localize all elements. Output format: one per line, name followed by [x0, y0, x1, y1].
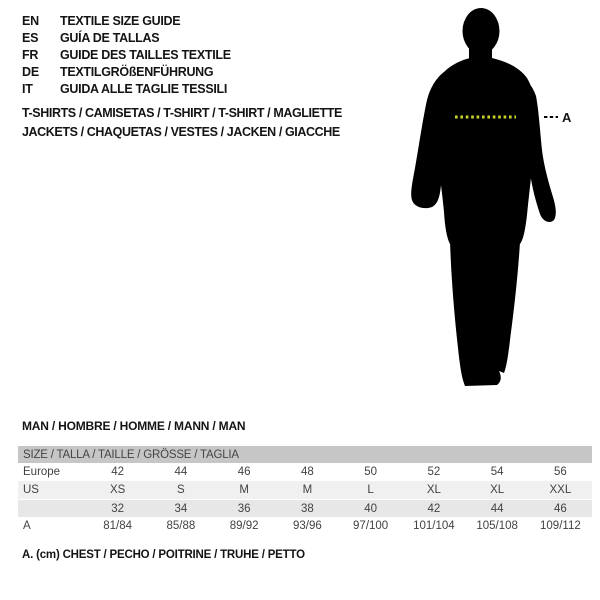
size-cell: 52 — [427, 466, 441, 478]
size-cell: 109/112 — [540, 520, 581, 532]
size-cell: 34 — [174, 502, 188, 515]
language-label: GUÍA DE TALLAS — [60, 30, 160, 45]
size-cell: 40 — [364, 502, 378, 515]
language-row-es — [22, 29, 231, 46]
size-cell: S — [177, 484, 185, 496]
size-cell: XXL — [549, 484, 572, 496]
chest-measure-footnote: A. (cm) CHEST / PECHO / POITRINE / TRUHE / PETTO — [22, 549, 305, 561]
size-cell: M — [302, 484, 313, 496]
language-code: IT — [22, 81, 33, 96]
language-list — [22, 12, 231, 97]
size-table-header — [18, 446, 592, 463]
size-cell: 56 — [553, 466, 567, 478]
size-cell: XL — [490, 484, 505, 496]
size-cell: 89/92 — [229, 520, 259, 532]
row-label-us: US — [23, 484, 39, 496]
size-cell: 42 — [427, 502, 441, 515]
size-cell: L — [367, 484, 374, 496]
language-label: GUIDA ALLE TAGLIE TESSILI — [60, 81, 228, 96]
row-label-a: A — [23, 520, 31, 532]
garment-categories — [22, 104, 342, 142]
size-cell: 97/100 — [353, 520, 389, 532]
size-cell: 93/96 — [292, 520, 322, 532]
language-label: TEXTILGRÖßENFÜHRUNG — [60, 64, 214, 79]
size-table — [18, 446, 592, 535]
row-label-europe: Europe — [23, 466, 61, 478]
size-cell: 54 — [490, 466, 504, 478]
size-cell: 101/104 — [413, 520, 455, 532]
size-cell: XL — [426, 484, 441, 496]
size-cell: 85/88 — [166, 520, 196, 532]
size-cell: 36 — [237, 502, 251, 515]
size-row-europe — [18, 463, 592, 481]
category-tshirts: T-SHIRTS / CAMISETAS / T-SHIRT / T-SHIRT / MAGLIETTE — [22, 106, 342, 120]
man-silhouette-figure — [398, 2, 583, 394]
language-row-it — [22, 80, 231, 97]
size-cell: 44 — [174, 466, 188, 478]
category-jackets: JACKETS / CHAQUETAS / VESTES / JACKEN / GIACCHE — [22, 125, 340, 139]
size-cell: 42 — [111, 466, 125, 478]
size-cell: M — [239, 484, 249, 496]
size-cell: XS — [109, 484, 126, 496]
size-row-us — [18, 481, 592, 499]
size-cell: 46 — [553, 502, 567, 515]
size-row-uk — [18, 499, 592, 517]
language-label: GUIDE DES TAILLES TEXTILE — [60, 47, 231, 62]
language-row-en — [22, 12, 231, 29]
size-cell: 38 — [300, 502, 314, 515]
size-cell: 48 — [300, 466, 314, 478]
size-row-chest-a — [18, 517, 592, 535]
size-cell: 46 — [237, 466, 251, 478]
language-code: DE — [22, 64, 39, 79]
size-cell: 44 — [490, 502, 504, 515]
measure-label-a: A — [562, 110, 572, 125]
man-silhouette — [411, 8, 556, 386]
language-code: EN — [22, 13, 39, 28]
size-cell: 81/84 — [103, 520, 133, 532]
language-code: ES — [22, 30, 39, 45]
language-row-fr — [22, 46, 231, 63]
size-cell: 50 — [364, 466, 378, 478]
size-table-header-label: SIZE / TALLA / TAILLE / GRÖSSE / TAGLIA — [23, 448, 239, 461]
language-label: TEXTILE SIZE GUIDE — [60, 13, 181, 28]
language-row-de — [22, 63, 231, 80]
section-title-man: MAN / HOMBRE / HOMME / MANN / MAN — [22, 419, 246, 433]
size-cell: 32 — [111, 502, 125, 515]
size-cell: 105/108 — [476, 520, 518, 532]
language-code: FR — [22, 47, 39, 62]
